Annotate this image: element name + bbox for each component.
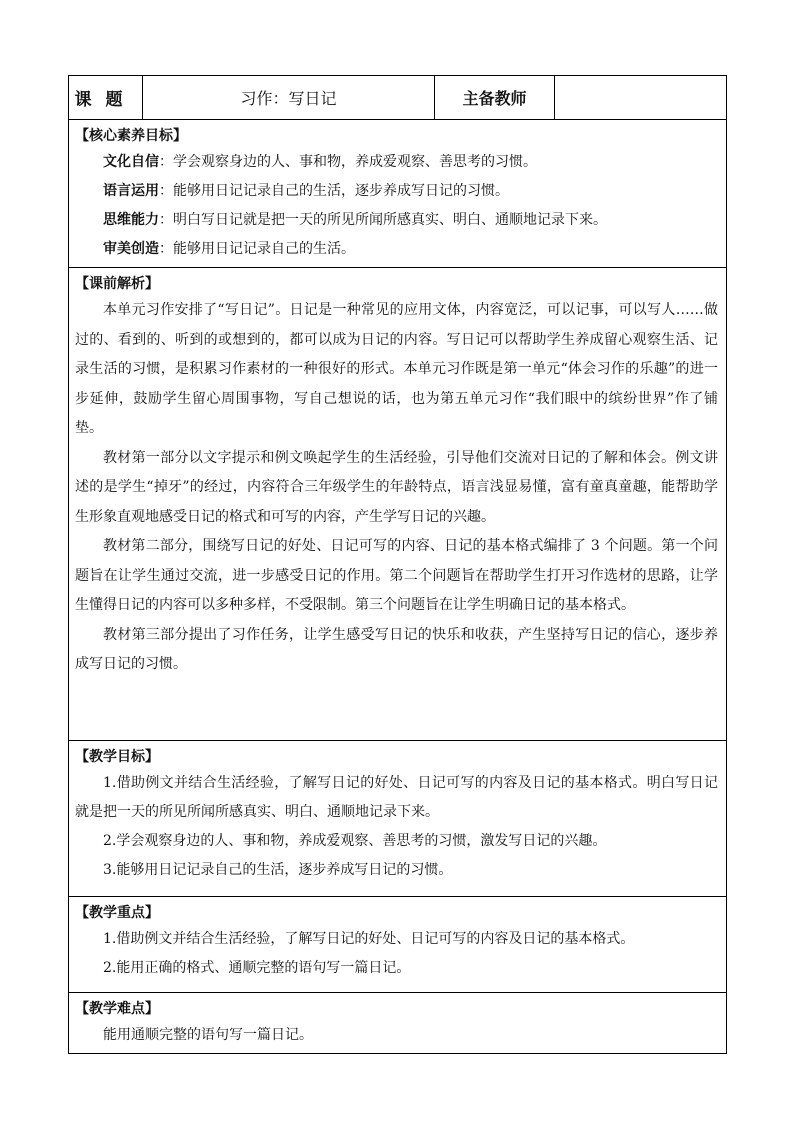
analysis-heading: 【课前解析】 xyxy=(75,276,159,292)
core-goals-row xyxy=(69,120,727,268)
difficulty-item: 能用通顺完整的语句写一篇日记。 xyxy=(103,1027,313,1043)
teacher-label: 主备教师 xyxy=(435,76,555,120)
lesson-plan-table xyxy=(68,75,727,1054)
analysis-paragraph: 教材第一部分以文字提示和例文唤起学生的生活经验，引导他们交流对日记的了解和体会。例文讲述的是学生“掉牙”的经过，内容符合三年级学生的年龄特点，语言浅显易懂，富有童真童趣，能帮助学生形象直观地感受日记的格式和可写的内容，产生学写日记的兴趣。 xyxy=(75,449,718,525)
core-goal-text: ：学会观察身边的人、事和物，养成爱观察、善思考的习惯。 xyxy=(159,154,537,170)
core-goal-term: 文化自信 xyxy=(103,154,159,170)
analysis-paragraph: 教材第二部分，围绕写日记的好处、日记可写的内容、日记的基本格式编排了 3 个问题。第一个问题旨在让学生通过交流，进一步感受日记的作用。第二个问题旨在帮助学生打开习作选材的思路，让学生懂得日记的内容可以多种多样，不受限制。第三个问题旨在让学生明确日记的基本格式。 xyxy=(75,538,718,613)
core-goals-heading: 【核心素养目标】 xyxy=(75,128,187,144)
core-goal-text: ：明白写日记就是把一天的所见所闻所感真实、明白、通顺地记录下来。 xyxy=(159,212,607,228)
teaching-goals-heading: 【教学目标】 xyxy=(75,749,159,765)
header-row xyxy=(69,76,727,120)
analysis-paragraph: 教材第三部分提出了习作任务，让学生感受写日记的快乐和收获，产生坚持写日记的信心，逐步养成写日记的习惯。 xyxy=(75,626,718,672)
teaching-goals-row xyxy=(69,741,727,897)
core-goal-term: 审美创造 xyxy=(103,241,159,257)
teaching-goal-item: 1.借助例文并结合生活经验，了解写日记的好处、日记可写的内容及日记的基本格式。明白写日记就是把一天的所见所闻所感真实、明白、通顺地记录下来。 xyxy=(75,775,718,820)
core-goal-item xyxy=(103,177,718,206)
analysis-row xyxy=(69,268,727,741)
key-points-row xyxy=(69,897,727,993)
core-goal-item xyxy=(103,235,718,264)
core-goal-item xyxy=(103,206,718,235)
teaching-goal-item: 3.能够用日记记录自己的生活，逐步养成写日记的习惯。 xyxy=(103,862,453,878)
key-point-item: 1.借助例文并结合生活经验，了解写日记的好处、日记可写的内容及日记的基本格式。 xyxy=(103,931,635,947)
core-goal-term: 思维能力 xyxy=(103,212,159,228)
lesson-title: 习作：写日记 xyxy=(143,76,435,120)
core-goal-term: 语言运用 xyxy=(103,183,159,199)
core-goal-text: ：能够用日记记录自己的生活，逐步养成写日记的习惯。 xyxy=(159,183,509,199)
key-points-heading: 【教学重点】 xyxy=(75,905,159,921)
analysis-paragraph: 本单元习作安排了“写日记”。日记是一种常见的应用文体，内容宽泛，可以记事，可以写人……做过的、看到的、听到的或想到的，都可以成为日记的内容。写日记可以帮助学生养成留心观察生活、记录生活的习惯，是积累习作素材的一种很好的形式。本单元习作既是第一单元“体会习作的乐趣”的进一步延伸，鼓励学生留心周围事物，写自己想说的话，也为第五单元习作“我们眼中的缤纷世界”作了铺垫。 xyxy=(75,302,718,436)
teaching-goal-item: 2.学会观察身边的人、事和物，养成爱观察、善思考的习惯，激发写日记的兴趣。 xyxy=(103,833,607,849)
topic-label: 课题 xyxy=(69,76,143,120)
core-goal-item xyxy=(103,148,718,177)
lesson-plan-page xyxy=(68,75,726,1054)
key-point-item: 2.能用正确的格式、通顺完整的语句写一篇日记。 xyxy=(103,960,411,976)
difficulties-heading: 【教学难点】 xyxy=(75,1001,159,1017)
difficulties-row xyxy=(69,993,727,1054)
teacher-value xyxy=(555,76,727,120)
core-goal-text: ：能够用日记记录自己的生活。 xyxy=(159,241,355,257)
